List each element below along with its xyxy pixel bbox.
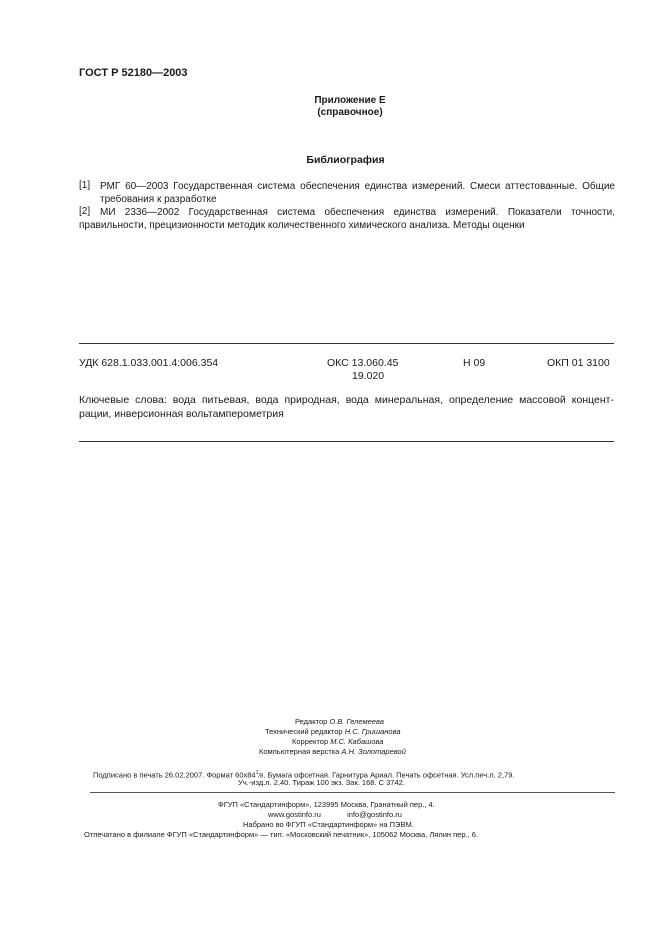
oks-code-2: 19.020 — [352, 370, 385, 382]
oks-code-1: ОКС 13.060.45 — [327, 357, 399, 369]
group-code: Н 09 — [463, 357, 486, 369]
imprint-tech-editor — [265, 727, 401, 737]
oks-code — [327, 357, 398, 383]
layout-label: Компьютерная верстка — [259, 747, 340, 756]
layout-name: А.Н. Золотаревой — [341, 747, 406, 756]
signed-text: Подписано в печать 26.02.2007. Формат 60x84 — [93, 770, 256, 780]
bib-item-number: [1] — [79, 180, 91, 191]
bib-item — [79, 206, 615, 232]
imprint-divider — [90, 792, 615, 793]
imprint-layout — [259, 747, 406, 757]
bib-item — [100, 180, 615, 206]
format-fraction-den: /8 — [258, 773, 264, 780]
bib-item-line: МИ 2336—2002 Государственная система обеспечения единства измерений. Показатели точности, — [100, 207, 615, 218]
format-fraction-num: 1 — [255, 770, 259, 776]
bibliography-title: Библиография — [306, 154, 385, 166]
signed-text-rest: . Бумага офсетная. Гарнитура Ариал. Печать офсетная. Усл.печ.л. 2,79. — [263, 770, 515, 780]
bib-item-line: требования к разработке — [100, 194, 217, 205]
keywords-line: Ключевые слова: вода питьевая, вода природная, вода минеральная, определение массовой концент- — [79, 394, 614, 406]
bib-item-number: [2] — [79, 206, 91, 217]
appendix-heading — [0, 95, 661, 119]
tech-editor-label: Технический редактор — [265, 727, 343, 736]
udk-code: УДК 628.1.033.001.4:006.354 — [79, 357, 219, 369]
imprint-corrector — [292, 737, 383, 747]
divider-top — [79, 343, 614, 344]
keywords-line: рации, инверсионная вольтамперометрия — [79, 408, 284, 420]
appendix-type: (справочное) — [317, 107, 383, 118]
corrector-label: Корректор — [292, 737, 329, 746]
keywords — [79, 393, 614, 421]
editor-name: О.В. Гелемеева — [329, 717, 384, 726]
imprint-typeset: Набрано во ФГУП «Стандартинформ» на ПЭВМ. — [243, 820, 414, 829]
bib-item-line: правильности, прецизионности методик количественного химического анализа. Методы оценки — [79, 220, 525, 231]
editor-label: Редактор — [295, 717, 328, 726]
bib-item-line: РМГ 60—2003 Государственная система обеспечения единства измерений. Смеси аттестованные. Общие — [100, 181, 615, 192]
appendix-title: Приложение Е — [314, 95, 386, 106]
imprint-printed: Отпечатано в филиале ФГУП «Стандартинформ» — тип. «Московский печатник», 105062 Москва, Лялин пер., 6. — [84, 830, 479, 839]
imprint-print-stats: Уч.-изд.л. 2,40. Тираж 100 экз. Зак. 168. С 3742. — [238, 778, 405, 787]
divider-bottom — [79, 441, 614, 442]
okp-code: ОКП 01 3100 — [547, 357, 610, 369]
tech-editor-name: Н.С. Гришанова — [344, 727, 401, 736]
imprint-contacts — [268, 810, 402, 820]
document-header: ГОСТ Р 52180—2003 — [79, 67, 188, 79]
imprint-editor — [295, 717, 384, 727]
imprint-publisher: ФГУП «Стандартинформ», 123995 Москва, Гранатный пер., 4. — [218, 800, 435, 809]
publisher-email: info@gostinfo.ru — [347, 810, 402, 819]
corrector-name: М.С. Кабашова — [330, 737, 384, 746]
publisher-website: www.gostinfo.ru — [268, 810, 321, 819]
